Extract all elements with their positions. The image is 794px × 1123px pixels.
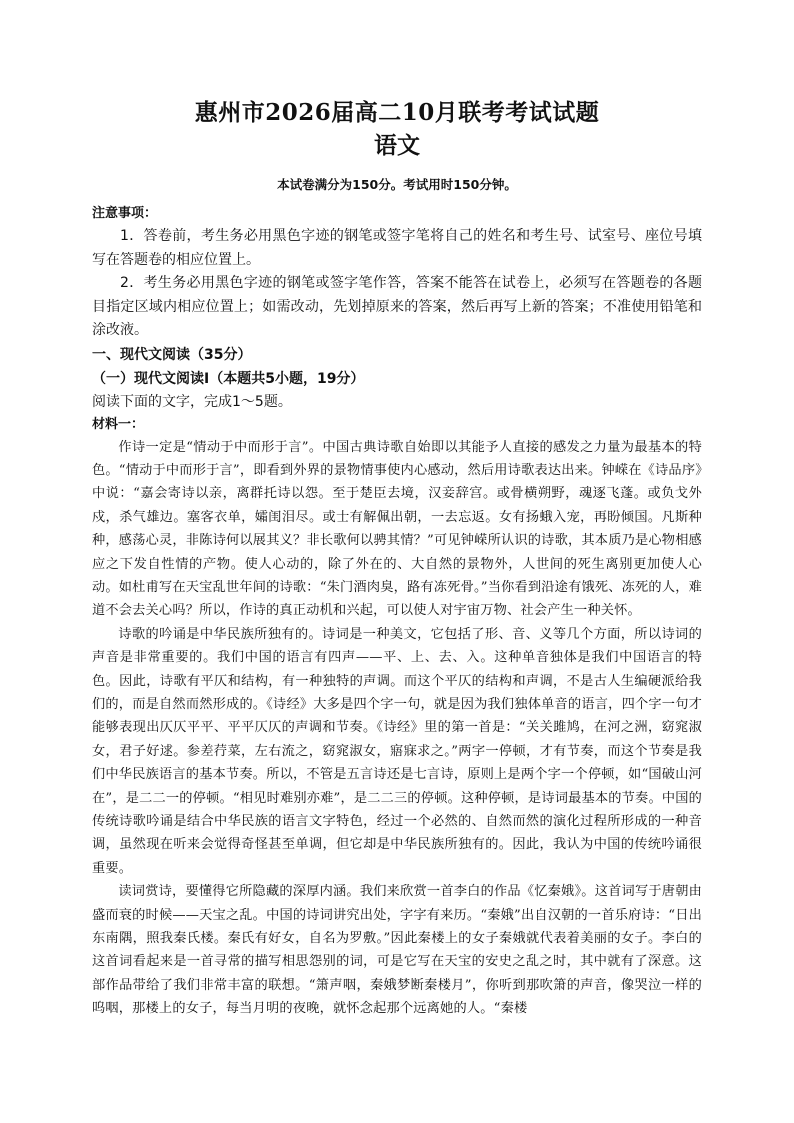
passage-paragraph-2: 诗歌的吟诵是中华民族所独有的。诗词是一种美文，它包括了形、音、义等几个方面，所以诗词的声音是非常重要的。我们中国的语言有四声——平、上、去、入。这种单音独体是我们中国语言的特色。因此，诗歌有平仄和结构，有一种独特的声调。而这个平仄的结构和声调，不是古人生编硬派给我们的，而是自然而然形成的。《诗经》大多是四个字一句，就是因为我们独体单音的语言，四个字一句才能够表现出仄仄平平、平平仄仄的声调和节奏。《诗经》里的第一首是：“关关雎鸠，在河之洲，窈窕淑女，君子好逑。参差荇菜，左右流之，窈窕淑女，寤寐求之。”两字一停顿，才有节奏，而这个节奏是我们中华民族语言的基本节奏。所以，不管是五言诗还是七言诗，原则上是两个字一个停顿，如“国破山河在”，是二二一的停顿。“相见时难别亦难”，是二二三的停顿。这种停顿，是诗词最基本的节奏。中国的传统诗歌吟诵是结合中华民族的语言文字特色，经过一个必然的、自然而然的演化过程所形成的一种音调，虽然现在听来会觉得奇怪甚至单调，但它却是中华民族所独有的。因此，我认为中国的传统吟诵很重要。 xyxy=(92,626,702,876)
exam-meta: 本试卷满分为150分。考试用时150分钟。 xyxy=(277,177,517,192)
exam-subject: 语文 xyxy=(374,132,420,159)
notes-heading: 注意事项： xyxy=(92,206,158,221)
note-item-1: 1．答卷前，考生务必用黑色字迹的钢笔或签字笔将自己的姓名和考生号、试室号、座位号填写在答题卷的相应位置上。 xyxy=(92,228,702,268)
note-item-2: 2．考生务必用黑色字迹的钢笔或签字笔作答，答案不能答在试卷上，必须写在答题卷的各题目指定区域内相应位置上；如需改动，先划掉原来的答案，然后再写上新的答案；不准使用铅笔和涂改液。 xyxy=(92,275,702,338)
passage-paragraph-1: 作诗一定是“情动于中而形于言”。中国古典诗歌自始即以其能予人直接的感发之力量为最基本的特色。“情动于中而形于言”，即看到外界的景物情事使内心感动，然后用诗歌表达出来。钟嵘在《诗品序》中说：“嘉会寄诗以亲，离群托诗以怨。至于楚臣去境，汉妾辞宫。或骨横朔野，魂逐飞蓬。或负戈外戍，杀气雄边。塞客衣单，孀闺泪尽。或士有解佩出朝，一去忘返。女有扬蛾入宠，再盼倾国。凡斯种种，感荡心灵，非陈诗何以展其义？非长歌何以骋其情？”可见钟嵘所认识的诗歌，其本质乃是心物相感应之下发自性情的产物。使人心动的，除了外在的、大自然的景物外，人世间的死生离别更加使人心动。如杜甫写在天宝乱世年间的诗歌：“朱门酒肉臭，路有冻死骨。”当你看到沿途有饿死、冻死的人，难道不会去关心吗？所以，作诗的真正动机和兴起，可以使人对宇宙万物、社会产生一种关怀。 xyxy=(92,439,702,619)
section-heading: 一、现代文阅读（35分） xyxy=(92,346,252,363)
material-label: 材料一： xyxy=(92,416,145,432)
subsection-heading: （一）现代文阅读Ⅰ（本题共5小题，19分） xyxy=(92,370,365,387)
passage-paragraph-3: 读词赏诗，要懂得它所隐藏的深厚内涵。我们来欣赏一首李白的作品《忆秦娥》。这首词写于唐朝由盛而衰的时候——天宝之乱。中国的诗词讲究出处，字字有来历。“秦娥”出自汉朝的一首乐府诗：“日出东南隅，照我秦氏楼。秦氏有好女，自名为罗敷。”因此秦楼上的女子秦娥就代表着美丽的女子。李白的这首词看起来是一首寻常的描写相思怨别的词，可是它写在天宝的安史之乱之时，其中就有了深意。这部作品带给了我们非常丰富的联想。“箫声咽，秦娥梦断秦楼月”，你听到那吹箫的声音，像哭泣一样的呜咽，那楼上的女子，每当月明的夜晚，就怀念起那个远离她的人。“秦楼 xyxy=(92,884,702,1017)
reading-instruction: 阅读下面的文字，完成1～5题。 xyxy=(92,393,292,410)
exam-title: 惠州市2026届高二10月联考考试试题 xyxy=(194,99,600,126)
